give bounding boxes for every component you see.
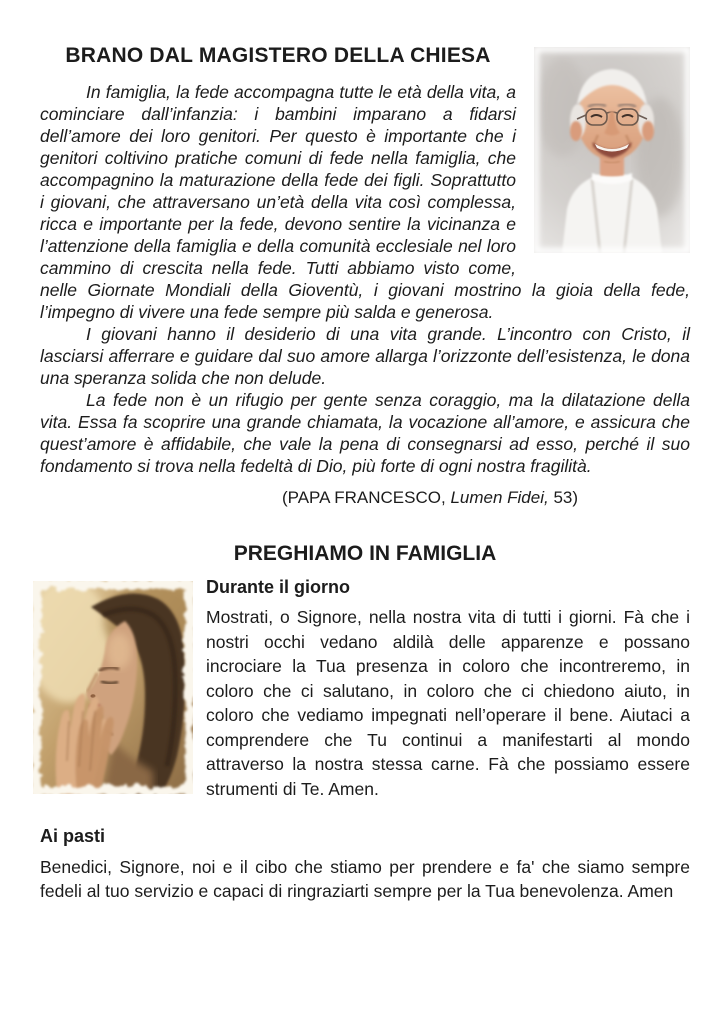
magistero-section	[40, 44, 690, 509]
citation-work: Lumen Fidei,	[450, 488, 549, 507]
citation-author: (PAPA FRANCESCO,	[281, 488, 446, 507]
citation	[170, 487, 690, 509]
praying-woman-image	[33, 581, 193, 794]
magistero-paragraph-2: I giovani hanno il desiderio di una vita grande. L’incontro con Cristo, il lasciarsi afferrare e guidare dal suo amore allarga l’orizzonte dell’esistenza, le dona una speranza solida che non delude.	[40, 324, 690, 388]
durante-il-giorno-heading: Durante il giorno	[206, 577, 350, 597]
magistero-paragraph-3: La fede non è un rifugio per gente senza coraggio, ma la dilatazione della vita. Essa fa scoprire una grande chiamata, la vocazione all’amore, e assicura che quest’amore è affidabile, che vale la pena di consegnarsi ad esso, perché il suo fondamento si trova nella fedeltà di Dio, più forte di ogni nostra fragilità.	[40, 390, 690, 476]
pope-francis-portrait	[534, 47, 690, 253]
magistero-title: BRANO DAL MAGISTERO DELLA CHIESA	[65, 44, 491, 67]
ai-pasti-heading: Ai pasti	[40, 826, 106, 846]
durante-il-giorno-prayer: Mostrati, o Signore, nella nostra vita di tutti i giorni. Fà che i nostri occhi vedano aldilà delle apparenze e possano incrociare la Tua presenza in coloro che incontreremo, in coloro che ci salutano, in coloro che ci chiedono aiuto, in coloro che vediamo impegnati nell’operare il bene. Aiutaci a comprendere che Tu continui a manifestarti al mondo attraverso la nostra stessa carne. Fà che possiamo essere strumenti di Te. Amen.	[206, 607, 690, 799]
praying-woman-portrait	[33, 581, 193, 794]
preghiamo-title: PREGHIAMO IN FAMIGLIA	[233, 542, 497, 565]
magistero-paragraph-1: In famiglia, la fede accompagna tutte le età della vita, a cominciare dall’infanzia: i bambini imparano a fidarsi dell’amore dei loro genitori. Per questo è importante che i genitori coltivino pratiche comuni di fede nella famiglia, che accompagnino la maturazione della fede dei figli. Soprattutto i giovani, che attraversano un’età della vita così complessa, ricca e importante per la fede, devono sentire la vicinanza e l’attenzione della famiglia e della comunità ecclesiale nel loro cammino di crescita nella fede. Tutti abbiamo visto come, nelle Giornate Mondiali della Gioventù, i giovani mostrino la gioia della fede, l’impegno di vivere una fede sempre più salda e generosa.	[40, 82, 690, 322]
ai-pasti-prayer: Benedici, Signore, noi e il cibo che stiamo per prendere e fa' che siamo sempre fedeli al tuo servizio e capaci di ringraziarti sempre per la Tua benevolenza. Amen	[40, 857, 690, 901]
pope-francis-image	[534, 47, 690, 253]
preghiamo-section	[40, 542, 690, 903]
citation-number: 53)	[553, 488, 579, 507]
